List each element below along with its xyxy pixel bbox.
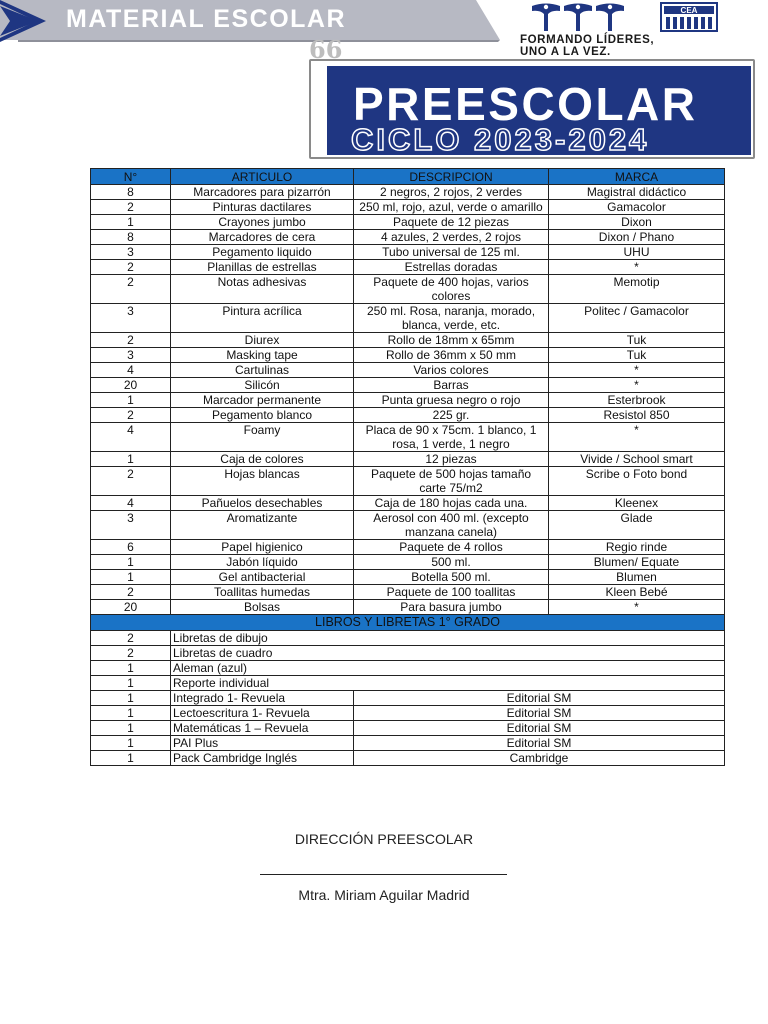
item-description: Tubo universal de 125 ml. <box>354 245 549 260</box>
item-article: Caja de colores <box>171 452 354 467</box>
item-brand: Blumen <box>549 570 725 585</box>
item-article: Planillas de estrellas <box>171 260 354 275</box>
book-publisher: Editorial SM <box>354 736 725 751</box>
item-qty: 4 <box>91 496 171 511</box>
table-row <box>91 363 725 378</box>
table-row <box>91 378 725 393</box>
table-row <box>91 408 725 423</box>
item-article: Marcadores para pizarrón <box>171 185 354 200</box>
table-row <box>91 275 725 304</box>
item-brand: Kleenex <box>549 496 725 511</box>
item-brand: * <box>549 378 725 393</box>
book-name: PAI Plus <box>171 736 354 751</box>
item-brand: Glade <box>549 511 725 540</box>
item-qty: 2 <box>91 333 171 348</box>
signature-line <box>260 874 507 875</box>
item-article: Gel antibacterial <box>171 570 354 585</box>
item-article: Aromatizante <box>171 511 354 540</box>
notebook-row <box>91 676 725 691</box>
school-motto <box>520 34 654 58</box>
item-article: Pegamento blanco <box>171 408 354 423</box>
notebook-qty: 1 <box>91 661 171 676</box>
item-article: Silicón <box>171 378 354 393</box>
book-qty: 1 <box>91 736 171 751</box>
item-brand: Memotip <box>549 275 725 304</box>
item-brand: Scribe o Foto bond <box>549 467 725 496</box>
item-article: Hojas blancas <box>171 467 354 496</box>
item-brand: * <box>549 600 725 615</box>
item-description: 2 negros, 2 rojos, 2 verdes <box>354 185 549 200</box>
direction-title: DIRECCIÓN PREESCOLAR <box>294 831 474 847</box>
table-row <box>91 452 725 467</box>
hero-title-block <box>327 66 751 155</box>
table-row <box>91 215 725 230</box>
notebook-row <box>91 661 725 676</box>
table-row <box>91 348 725 363</box>
item-qty: 4 <box>91 423 171 452</box>
book-name: Lectoescritura 1- Revuela <box>171 706 354 721</box>
item-article: Bolsas <box>171 600 354 615</box>
table-row <box>91 423 725 452</box>
item-qty: 8 <box>91 230 171 245</box>
table-row <box>91 511 725 540</box>
notebook-row <box>91 646 725 661</box>
item-brand: Gamacolor <box>549 200 725 215</box>
item-qty: 20 <box>91 378 171 393</box>
item-description: 250 ml, rojo, azul, verde o amarillo <box>354 200 549 215</box>
item-article: Cartulinas <box>171 363 354 378</box>
item-qty: 3 <box>91 348 171 363</box>
book-publisher: Editorial SM <box>354 691 725 706</box>
book-publisher: Editorial SM <box>354 721 725 736</box>
motto-line-2: UNO A LA VEZ. <box>520 46 611 58</box>
item-description: Para basura jumbo <box>354 600 549 615</box>
book-publisher: Editorial SM <box>354 706 725 721</box>
table-row <box>91 333 725 348</box>
item-qty: 1 <box>91 215 171 230</box>
item-brand: Magistral didáctico <box>549 185 725 200</box>
book-name: Integrado 1- Revuela <box>171 691 354 706</box>
table-row <box>91 585 725 600</box>
item-description: Paquete de 100 toallitas <box>354 585 549 600</box>
header-article: ARTICULO <box>171 169 354 185</box>
item-qty: 1 <box>91 570 171 585</box>
book-qty: 1 <box>91 751 171 766</box>
table-header-row <box>91 169 725 185</box>
motto-line-1: FORMANDO LÍDERES, <box>520 34 655 46</box>
items-body <box>91 185 725 615</box>
item-qty: 1 <box>91 452 171 467</box>
table-row <box>91 200 725 215</box>
item-description: Varios colores <box>354 363 549 378</box>
item-brand: Vivide / School smart <box>549 452 725 467</box>
item-qty: 3 <box>91 245 171 260</box>
item-description: Barras <box>354 378 549 393</box>
item-description: Botella 500 ml. <box>354 570 549 585</box>
item-description: 500 ml. <box>354 555 549 570</box>
item-description: Estrellas doradas <box>354 260 549 275</box>
item-brand: Tuk <box>549 348 725 363</box>
logo-cea-label: CEA <box>680 6 698 15</box>
item-qty: 3 <box>91 304 171 333</box>
item-description: Caja de 180 hojas cada una. <box>354 496 549 511</box>
notebook-name: Libretas de cuadro <box>171 646 725 661</box>
item-brand: * <box>549 423 725 452</box>
item-article: Diurex <box>171 333 354 348</box>
book-name: Matemáticas 1 – Revuela <box>171 721 354 736</box>
section-row <box>91 615 725 631</box>
books-body <box>91 615 725 766</box>
notebook-name: Reporte individual <box>171 676 725 691</box>
item-qty: 20 <box>91 600 171 615</box>
table-row <box>91 245 725 260</box>
item-description: Paquete de 500 hojas tamaño carte 75/m2 <box>354 467 549 496</box>
item-qty: 1 <box>91 555 171 570</box>
table-row <box>91 467 725 496</box>
hero-subtitle: CICLO 2023-2024 <box>351 122 650 155</box>
item-description: 250 ml. Rosa, naranja, morado, blanca, verde, etc. <box>354 304 549 333</box>
notebook-name: Aleman (azul) <box>171 661 725 676</box>
item-article: Marcador permanente <box>171 393 354 408</box>
banner-title: MATERIAL ESCOLAR <box>66 5 347 33</box>
item-article: Toallitas humedas <box>171 585 354 600</box>
book-row <box>91 706 725 721</box>
item-article: Pañuelos desechables <box>171 496 354 511</box>
header-banner <box>0 0 500 42</box>
item-brand: Tuk <box>549 333 725 348</box>
book-publisher: Cambridge <box>354 751 725 766</box>
table-row <box>91 540 725 555</box>
item-description: Aerosol con 400 ml. (excepto manzana canela) <box>354 511 549 540</box>
notebook-qty: 2 <box>91 631 171 646</box>
notebook-row <box>91 631 725 646</box>
item-article: Pegamento liquido <box>171 245 354 260</box>
item-article: Papel higienico <box>171 540 354 555</box>
book-row <box>91 721 725 736</box>
item-description: Paquete de 12 piezas <box>354 215 549 230</box>
notebook-qty: 1 <box>91 676 171 691</box>
item-article: Jabón líquido <box>171 555 354 570</box>
item-qty: 2 <box>91 200 171 215</box>
item-description: 12 piezas <box>354 452 549 467</box>
book-qty: 1 <box>91 721 171 736</box>
item-qty: 2 <box>91 275 171 304</box>
item-brand: Dixon / Phano <box>549 230 725 245</box>
item-brand: Dixon <box>549 215 725 230</box>
item-article: Masking tape <box>171 348 354 363</box>
school-logo-cia <box>532 2 624 32</box>
header-brand: MARCA <box>549 169 725 185</box>
item-description: Paquete de 400 hojas, varios colores <box>354 275 549 304</box>
item-brand: * <box>549 260 725 275</box>
item-qty: 4 <box>91 363 171 378</box>
item-article: Notas adhesivas <box>171 275 354 304</box>
item-brand: Kleen Bebé <box>549 585 725 600</box>
item-qty: 1 <box>91 393 171 408</box>
table-row <box>91 260 725 275</box>
book-row <box>91 691 725 706</box>
item-article: Marcadores de cera <box>171 230 354 245</box>
school-logo-cea <box>660 2 718 32</box>
item-article: Foamy <box>171 423 354 452</box>
table-row <box>91 393 725 408</box>
table-row <box>91 555 725 570</box>
quote-mark: 66 <box>309 35 343 64</box>
item-qty: 6 <box>91 540 171 555</box>
item-brand: * <box>549 363 725 378</box>
item-brand: Esterbrook <box>549 393 725 408</box>
table-row <box>91 304 725 333</box>
item-article: Crayones jumbo <box>171 215 354 230</box>
item-description: 4 azules, 2 verdes, 2 rojos <box>354 230 549 245</box>
header-description: DESCRIPCION <box>354 169 549 185</box>
item-qty: 2 <box>91 260 171 275</box>
item-brand: Regio rinde <box>549 540 725 555</box>
item-qty: 3 <box>91 511 171 540</box>
item-description: Rollo de 18mm x 65mm <box>354 333 549 348</box>
item-brand: UHU <box>549 245 725 260</box>
item-qty: 2 <box>91 467 171 496</box>
item-description: Paquete de 4 rollos <box>354 540 549 555</box>
table-row <box>91 185 725 200</box>
table-row <box>91 496 725 511</box>
item-description: Rollo de 36mm x 50 mm <box>354 348 549 363</box>
item-description: 225 gr. <box>354 408 549 423</box>
notebook-name: Libretas de dibujo <box>171 631 725 646</box>
item-article: Pinturas dactilares <box>171 200 354 215</box>
item-article: Pintura acrílica <box>171 304 354 333</box>
item-brand: Politec / Gamacolor <box>549 304 725 333</box>
book-qty: 1 <box>91 691 171 706</box>
book-qty: 1 <box>91 706 171 721</box>
supply-table <box>90 168 725 766</box>
header-qty: N° <box>91 169 171 185</box>
item-description: Punta gruesa negro o rojo <box>354 393 549 408</box>
table-row <box>91 600 725 615</box>
item-brand: Resistol 850 <box>549 408 725 423</box>
hero-title: PREESCOLAR <box>353 78 698 130</box>
section-title: LIBROS Y LIBRETAS 1° GRADO <box>91 615 725 631</box>
item-description: Placa de 90 x 75cm. 1 blanco, 1 rosa, 1 verde, 1 negro <box>354 423 549 452</box>
signer-name: Mtra. Miriam Aguilar Madrid <box>298 887 470 903</box>
table-row <box>91 230 725 245</box>
item-brand: Blumen/ Equate <box>549 555 725 570</box>
book-row <box>91 736 725 751</box>
book-name: Pack Cambridge Inglés <box>171 751 354 766</box>
table-row <box>91 570 725 585</box>
item-qty: 8 <box>91 185 171 200</box>
notebook-qty: 2 <box>91 646 171 661</box>
book-row <box>91 751 725 766</box>
item-qty: 2 <box>91 585 171 600</box>
item-qty: 2 <box>91 408 171 423</box>
